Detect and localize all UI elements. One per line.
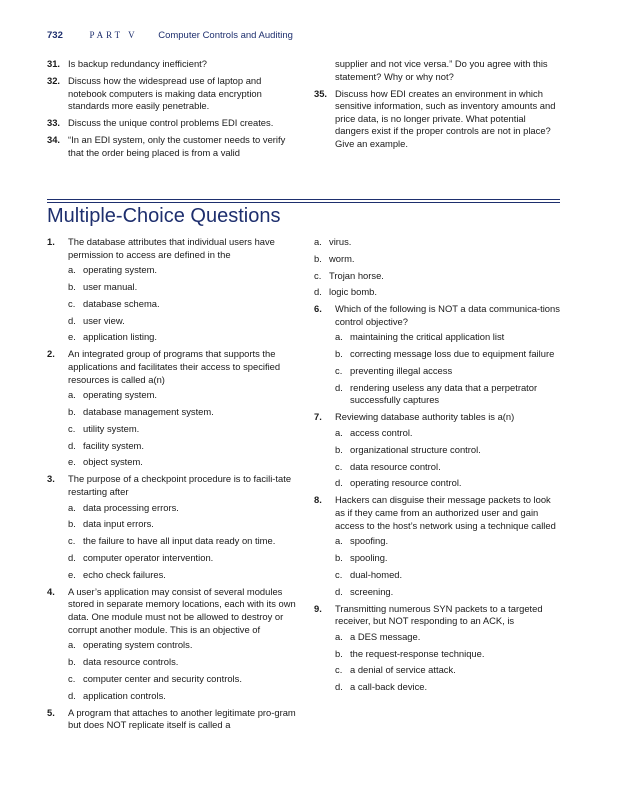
answer-option	[314, 286, 562, 299]
option-text: operating system.	[83, 264, 157, 276]
option-letter: a.	[314, 236, 322, 247]
question-number: 5.	[47, 706, 55, 718]
option-letter: a.	[68, 264, 76, 276]
option-letter: d.	[68, 314, 76, 326]
answer-option	[68, 518, 299, 531]
option-text: screening.	[350, 585, 394, 597]
option-list	[68, 639, 299, 702]
answer-option	[68, 535, 299, 548]
question-item	[314, 494, 562, 598]
option-list	[335, 631, 562, 694]
mc-left-column	[47, 236, 299, 736]
answer-option	[335, 664, 562, 677]
option-text: a call-back device.	[350, 681, 428, 693]
option-letter: d.	[68, 439, 76, 451]
answer-option	[68, 639, 299, 652]
option-list	[335, 535, 562, 598]
answer-option	[335, 444, 562, 457]
answer-option	[68, 456, 299, 469]
option-text: a DES message.	[350, 630, 421, 642]
answer-option	[335, 586, 562, 599]
option-letter: b.	[335, 551, 343, 563]
question-number: 9.	[314, 602, 322, 614]
option-text: operating system.	[83, 389, 157, 401]
question-text: supplier and not vice versa.” Do you agree with this statement? Why or why not?	[335, 58, 548, 82]
option-text: worm.	[329, 252, 355, 264]
question-number: 7.	[314, 411, 322, 423]
question-number: 31.	[47, 58, 61, 69]
option-letter: b.	[68, 518, 76, 530]
question-text: A program that attaches to another legitimate pro-gram but does NOT replicate itself is called a	[68, 706, 296, 731]
option-letter: d.	[335, 477, 343, 489]
option-letter: b.	[68, 405, 76, 417]
question-text: Reviewing database authority tables is a(n)	[335, 411, 515, 423]
page-number: 732	[47, 30, 63, 41]
answer-option	[68, 389, 299, 402]
option-text: echo check failures.	[83, 568, 166, 580]
question-number: 8.	[314, 494, 322, 506]
section-divider-thin	[47, 202, 560, 203]
option-text: the request-response technique.	[350, 647, 485, 659]
option-text: operating resource control.	[350, 477, 462, 489]
option-list	[335, 427, 562, 490]
option-list	[68, 389, 299, 469]
question-item	[47, 473, 299, 581]
option-letter: d.	[335, 381, 343, 393]
option-list-continuation	[314, 236, 562, 299]
option-text: database schema.	[83, 297, 160, 309]
option-letter: e.	[68, 568, 76, 580]
answer-option	[68, 569, 299, 582]
answer-option	[335, 569, 562, 582]
option-letter: d.	[335, 585, 343, 597]
answer-option	[68, 552, 299, 565]
answer-option	[68, 298, 299, 311]
option-text: organizational structure control.	[350, 443, 481, 455]
question-text: A user’s application may consist of several modules stored in separate memory locations, each with its own data. One module must not be allowed to destroy or corrupt another module. This is an objective of	[68, 585, 296, 635]
mc-right-column	[314, 236, 562, 698]
question-item	[47, 134, 299, 159]
option-text: virus.	[329, 236, 352, 247]
option-text: operating system controls.	[83, 639, 193, 651]
option-text: data resource controls.	[83, 655, 179, 667]
answer-option	[68, 331, 299, 344]
option-letter: c.	[68, 297, 76, 309]
question-text: Discuss the unique control problems EDI creates.	[68, 117, 274, 129]
answer-option	[68, 502, 299, 515]
answer-option	[335, 631, 562, 644]
option-letter: d.	[68, 689, 76, 701]
question-item	[47, 117, 299, 130]
running-header	[47, 30, 293, 41]
question-number: 32.	[47, 75, 61, 87]
question-item	[314, 88, 562, 151]
question-number: 2.	[47, 348, 55, 360]
answer-option	[68, 673, 299, 686]
option-text: user manual.	[83, 280, 138, 292]
chapter-title: Computer Controls and Auditing	[158, 30, 293, 41]
option-text: a denial of service attack.	[350, 664, 456, 676]
option-text: spooling.	[350, 551, 388, 563]
answer-option	[335, 331, 562, 344]
option-text: data processing errors.	[83, 501, 179, 513]
option-letter: b.	[68, 280, 76, 292]
option-text: correcting message loss due to equipment failure	[350, 348, 555, 360]
option-letter: d.	[335, 681, 343, 693]
option-text: data resource control.	[350, 460, 441, 472]
question-continuation	[314, 58, 562, 83]
option-letter: a.	[68, 389, 76, 401]
option-letter: e.	[68, 331, 76, 343]
answer-option	[68, 656, 299, 669]
question-text: Is backup redundancy inefficient?	[68, 58, 207, 69]
answer-option	[335, 382, 562, 407]
option-letter: c.	[68, 672, 76, 684]
answer-option	[68, 423, 299, 436]
option-letter: b.	[335, 348, 343, 360]
question-number: 6.	[314, 303, 322, 315]
question-text: The database attributes that individual users have permission to access are defined in the	[68, 236, 275, 260]
option-text: data input errors.	[83, 518, 154, 530]
option-text: database management system.	[83, 405, 214, 417]
answer-option	[335, 365, 562, 378]
option-letter: c.	[68, 422, 76, 434]
option-text: object system.	[83, 456, 143, 468]
question-number: 35.	[314, 87, 328, 99]
option-text: computer operator intervention.	[83, 551, 214, 563]
option-text: facility system.	[83, 439, 144, 451]
option-text: logic bomb.	[329, 286, 377, 298]
question-text: The purpose of a checkpoint procedure is to facili-tate restarting after	[68, 473, 292, 497]
option-letter: a.	[68, 501, 76, 513]
answer-option	[68, 264, 299, 277]
answer-option	[335, 552, 562, 565]
option-letter: b.	[68, 655, 76, 667]
discussion-left-column	[47, 58, 299, 164]
discussion-right-column	[314, 58, 562, 155]
option-text: utility system.	[83, 422, 140, 434]
question-text: Discuss how EDI creates an environment in which sensitive information, such as inventory amounts and price data, is no longer private. What potential dangers exist if the proper controls are not in place? Give an example.	[335, 87, 556, 150]
option-letter: c.	[335, 568, 343, 580]
option-text: access control.	[350, 426, 413, 438]
answer-option	[335, 648, 562, 661]
question-text: Which of the following is NOT a data communica-tions control objective?	[335, 303, 560, 327]
option-letter: b.	[314, 252, 322, 264]
option-letter: d.	[314, 286, 322, 298]
option-text: preventing illegal access	[350, 364, 453, 376]
question-item	[47, 348, 299, 469]
section-title: Multiple-Choice Questions	[47, 205, 281, 227]
option-text: Trojan horse.	[329, 269, 384, 281]
option-letter: a.	[335, 535, 343, 547]
answer-option	[314, 270, 562, 283]
option-list	[68, 264, 299, 344]
option-text: the failure to have all input data ready on time.	[83, 535, 276, 547]
answer-option	[68, 406, 299, 419]
option-list	[68, 502, 299, 582]
option-letter: d.	[68, 551, 76, 563]
option-text: user view.	[83, 314, 125, 326]
question-item	[47, 58, 299, 71]
question-number: 34.	[47, 134, 61, 146]
option-text: spoofing.	[350, 535, 389, 547]
question-text: Discuss how the widespread use of laptop and notebook computers is making data encryption standards more easily penetrable.	[68, 75, 262, 112]
option-text: dual-homed.	[350, 568, 403, 580]
option-letter: c.	[314, 269, 322, 281]
question-text: “In an EDI system, only the customer needs to verify that the order being placed is from a valid	[68, 134, 286, 159]
answer-option	[335, 348, 562, 361]
answer-option	[68, 281, 299, 294]
question-text: An integrated group of programs that supports the applications and facilitates their access to specified resources is called a(n)	[68, 348, 281, 385]
question-number: 3.	[47, 473, 55, 485]
question-item	[314, 411, 562, 490]
option-letter: c.	[335, 460, 343, 472]
question-number: 1.	[47, 236, 55, 247]
option-letter: a.	[68, 639, 76, 651]
option-letter: c.	[68, 535, 76, 547]
option-text: computer center and security controls.	[83, 672, 242, 684]
option-letter: e.	[68, 456, 76, 468]
section-divider	[47, 199, 560, 200]
question-item	[47, 707, 299, 732]
option-letter: a.	[335, 331, 343, 343]
option-list	[335, 331, 562, 407]
answer-option	[68, 440, 299, 453]
answer-option	[335, 477, 562, 490]
option-letter: a.	[335, 426, 343, 438]
question-item	[47, 236, 299, 344]
answer-option	[335, 461, 562, 474]
option-text: application controls.	[83, 689, 166, 701]
question-item	[314, 603, 562, 694]
part-label: PART V	[89, 30, 138, 40]
question-number: 33.	[47, 117, 61, 129]
answer-option	[68, 690, 299, 703]
option-text: rendering useless any data that a perpetrator successfully captures	[350, 381, 538, 406]
question-item	[47, 75, 299, 113]
option-text: maintaining the critical application list	[350, 331, 505, 343]
question-item	[47, 586, 299, 702]
answer-option	[335, 535, 562, 548]
option-letter: c.	[335, 364, 343, 376]
question-item	[314, 303, 562, 407]
question-text: Transmitting numerous SYN packets to a targeted receiver, but NOT responding to an ACK, is	[335, 602, 543, 627]
question-number: 4.	[47, 585, 55, 597]
option-letter: c.	[335, 664, 343, 676]
question-text: Hackers can disguise their message packets to look as if they came from an authorized user and gain access to the host’s network using a technique called	[335, 494, 556, 531]
answer-option	[335, 681, 562, 694]
option-letter: b.	[335, 443, 343, 455]
option-text: application listing.	[83, 331, 158, 343]
answer-option	[335, 427, 562, 440]
option-letter: a.	[335, 630, 343, 642]
answer-option	[314, 236, 562, 249]
answer-option	[68, 315, 299, 328]
option-letter: b.	[335, 647, 343, 659]
answer-option	[314, 253, 562, 266]
